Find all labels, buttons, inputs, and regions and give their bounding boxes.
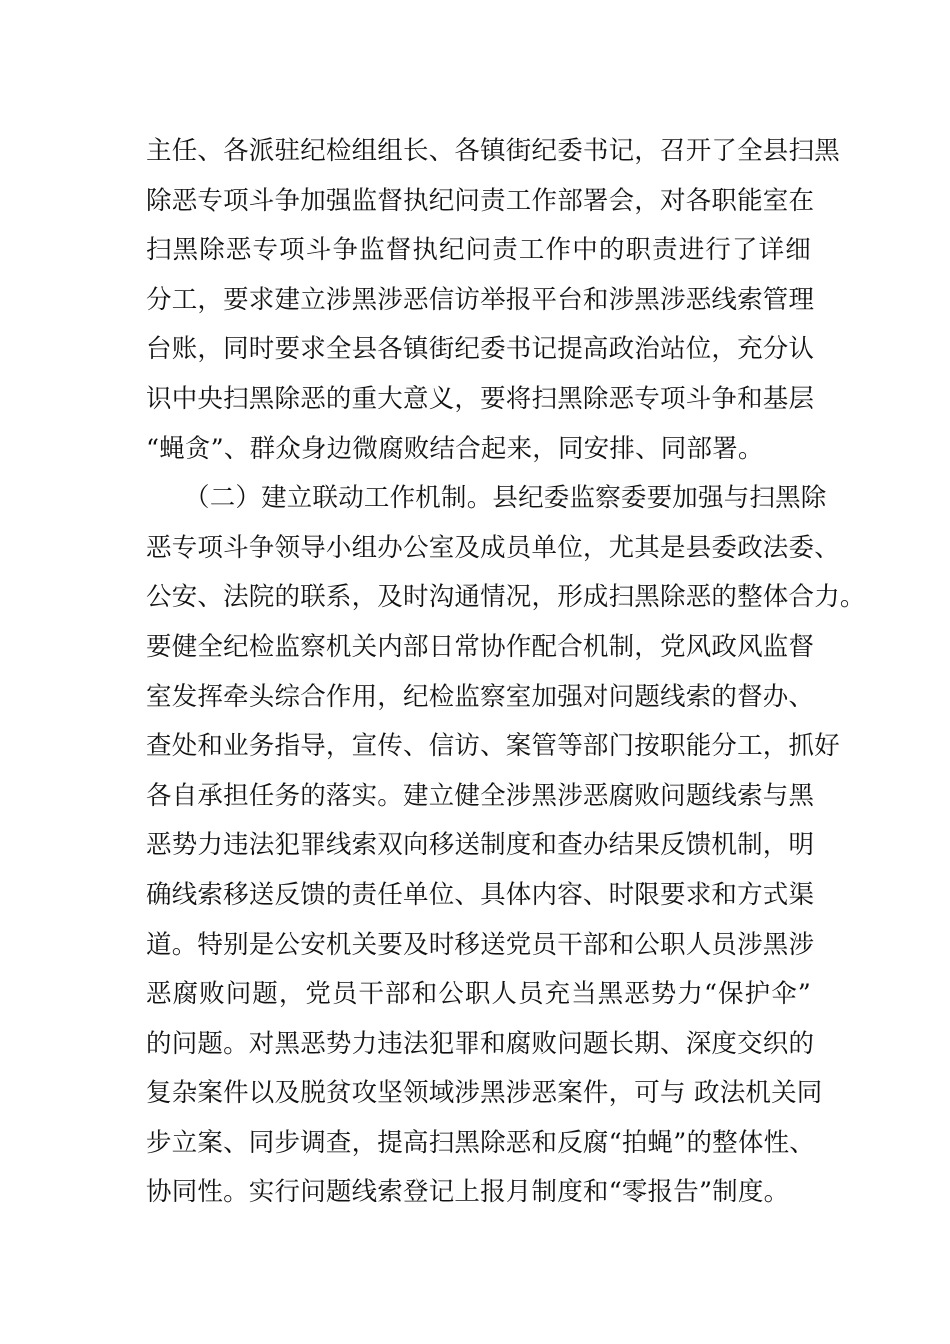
document-body <box>146 127 866 1218</box>
text-line: 分工，要求建立涉黑涉恶信访举报平台和涉黑涉恶线索管理 <box>146 284 815 315</box>
text-line: 复杂案件以及脱贫攻坚领域涉黑涉恶案件，可与 政法机关同 <box>146 1078 823 1109</box>
text-line: 恶势力违法犯罪线索双向移送制度和查办结果反馈机制，明 <box>146 830 815 861</box>
text-line: 台账，同时要求全县各镇街纪委书记提高政治站位，充分认 <box>146 334 815 365</box>
text-line: 各自承担任务的落实。建立健全涉黑涉恶腐败问题线索与黑 <box>146 780 815 811</box>
text-line: 主任、各派驻纪检组组长、各镇街纪委书记，召开了全县扫黑 <box>146 136 840 166</box>
text-line: 室发挥牵头综合作用，纪检监察室加强对问题线索的督办、 <box>146 681 815 712</box>
text-line: 确线索移送反馈的责任单位、具体内容、时限要求和方式渠 <box>146 879 815 910</box>
text-line: 恶专项斗争领导小组办公室及成员单位，尤其是县委政法委、 <box>146 532 840 563</box>
text-line: 查处和业务指导，宣传、信访、案管等部门按职能分工，抓好 <box>146 731 840 762</box>
text-line: 要健全纪检监察机关内部日常协作配合机制，党风政风监督 <box>146 631 815 662</box>
text-line: “蝇贪”、群众身边微腐败结合起来，同安排、同部署。 <box>146 433 764 464</box>
text-line: 步立案、同步调查，提高扫黑除恶和反腐“拍蝇”的整体性、 <box>146 1127 815 1158</box>
text-line: 的问题。对黑恶势力违法犯罪和腐败问题长期、深度交织的 <box>146 1028 815 1059</box>
text-line: 扫黑除恶专项斗争监督执纪问责工作中的职责进行了详细 <box>146 235 811 266</box>
paragraph-heading-line: （二）建立联动工作机制。县纪委监察委要加强与扫黑除 <box>184 483 827 514</box>
text-line: 道。特别是公安机关要及时移送党员干部和公职人员涉黑涉 <box>146 929 815 960</box>
text-line: 除恶专项斗争加强监督执纪问责工作部署会，对各职能室在 <box>146 185 815 216</box>
text-line: 公安、法院的联系，及时沟通情况，形成扫黑除恶的整体合力。 <box>146 582 866 613</box>
text-line: 识中央扫黑除恶的重大意义，要将扫黑除恶专项斗争和基层 <box>146 383 815 414</box>
text-line: 恶腐败问题，党员干部和公职人员充当黑恶势力“保护伞” <box>146 979 811 1010</box>
text-line: 协同性。实行问题线索登记上报月制度和“零报告”制度。 <box>146 1177 790 1208</box>
